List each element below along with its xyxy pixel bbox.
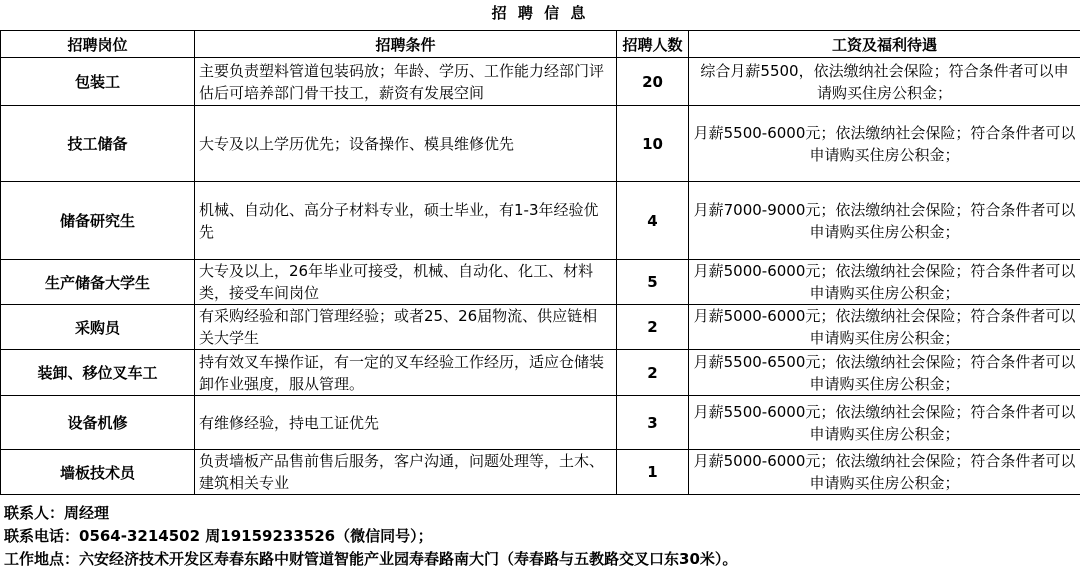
header-count: 招聘人数 [617,31,689,58]
table-row [1,305,1080,350]
position-cell: 包装工 [1,58,195,106]
count-cell: 10 [617,106,689,182]
table-row [1,396,1080,450]
count-cell: 1 [617,450,689,495]
position-cell: 墙板技术员 [1,450,195,495]
position-cell: 设备机修 [1,396,195,450]
header-salary: 工资及福利待遇 [689,31,1080,58]
count-cell: 3 [617,396,689,450]
table-row [1,106,1080,182]
position-cell: 生产储备大学生 [1,260,195,305]
count-cell: 5 [617,260,689,305]
count-cell: 2 [617,305,689,350]
salary-cell: 月薪5000-6000元；依法缴纳社会保险；符合条件者可以申请购买住房公积金； [689,450,1080,495]
contact-phone: 联系电话：0564-3214502 周19159233526（微信同号）； [4,527,433,545]
table-row [1,58,1080,106]
table-row [1,450,1080,495]
salary-cell: 月薪5500-6000元；依法缴纳社会保险；符合条件者可以申请购买住房公积金； [689,106,1080,182]
table-row [1,260,1080,305]
position-cell: 储备研究生 [1,182,195,260]
contact-person: 联系人：周经理 [4,504,110,522]
count-cell: 20 [617,58,689,106]
header-position: 招聘岗位 [1,31,195,58]
count-cell: 2 [617,350,689,396]
recruitment-table [0,30,1080,495]
salary-cell: 月薪5500-6000元；依法缴纳社会保险；符合条件者可以申请购买住房公积金； [689,396,1080,450]
salary-cell: 综合月薪5500，依法缴纳社会保险；符合条件者可以申请购买住房公积金； [689,58,1080,106]
table-row [1,350,1080,396]
contact-section [4,502,1074,571]
salary-cell: 月薪7000-9000元；依法缴纳社会保险；符合条件者可以申请购买住房公积金； [689,182,1080,260]
position-cell: 技工储备 [1,106,195,182]
salary-cell: 月薪5000-6000元；依法缴纳社会保险；符合条件者可以申请购买住房公积金； [689,305,1080,350]
table-header-row [1,31,1080,58]
header-conditions: 招聘条件 [195,31,617,58]
conditions-cell: 主要负责塑料管道包装码放；年龄、学历、工作能力经部门评估后可培养部门骨干技工，薪资有发展空间 [195,58,617,106]
conditions-cell: 持有效叉车操作证，有一定的叉车经验工作经历，适应仓储装卸作业强度，服从管理。 [195,350,617,396]
work-address: 工作地点：六安经济技术开发区寿春东路中财管道智能产业园寿春路南大门（寿春路与五教路交叉口东30米）。 [4,550,738,568]
conditions-cell: 大专及以上，26年毕业可接受，机械、自动化、化工、材料类，接受车间岗位 [195,260,617,305]
table-row [1,182,1080,260]
salary-cell: 月薪5000-6000元；依法缴纳社会保险；符合条件者可以申请购买住房公积金； [689,260,1080,305]
position-cell: 采购员 [1,305,195,350]
salary-cell: 月薪5500-6500元；依法缴纳社会保险；符合条件者可以申请购买住房公积金； [689,350,1080,396]
page-title: 招 聘 信 息 [491,4,589,22]
conditions-cell: 机械、自动化、高分子材料专业，硕士毕业，有1-3年经验优先 [195,182,617,260]
conditions-cell: 负责墙板产品售前售后服务，客户沟通，问题处理等，土木、建筑相关专业 [195,450,617,495]
conditions-cell: 有维修经验，持电工证优先 [195,396,617,450]
position-cell: 装卸、移位叉车工 [1,350,195,396]
count-cell: 4 [617,182,689,260]
conditions-cell: 有采购经验和部门管理经验；或者25、26届物流、供应链相关大学生 [195,305,617,350]
conditions-cell: 大专及以上学历优先；设备操作、模具维修优先 [195,106,617,182]
